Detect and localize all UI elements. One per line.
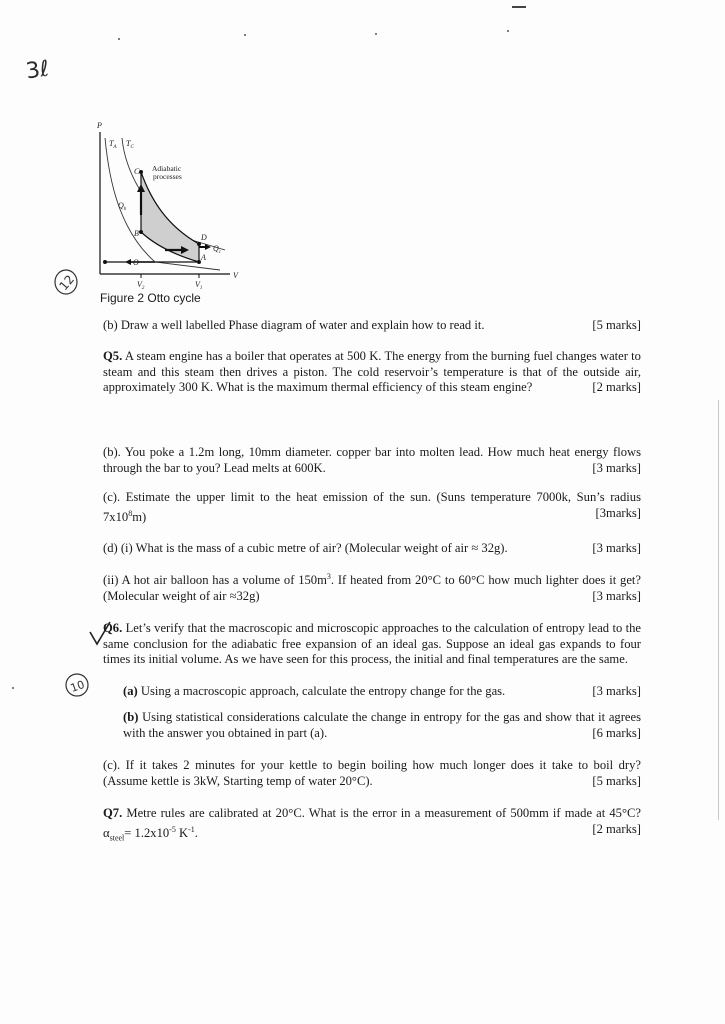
question-text: Using statistical considerations calculate the change in entropy for the gas and show that it agrees with the answer you obtained in part (a). (123, 710, 641, 740)
figure-caption: Figure 2 Otto cycle (100, 291, 201, 305)
question-5c: (c). Estimate the upper limit to the heat emission of the sun. (Suns temperature 7000k, Sun’s radius $7x10^8m$) [3marks] (103, 490, 641, 524)
question-6c (103, 758, 641, 789)
adiabatic-label-2: processes (153, 172, 182, 181)
question-text: (b). You poke a 1.2m long, 10mm diameter. copper bar into molten lead. How much heat energy flows through the bar to you? Lead melts at 600K. (103, 445, 641, 475)
question-text: (d) (i) What is the mass of a cubic metre of air? (Molecular weight of air ≈ 32g). (103, 541, 508, 555)
marks: [3 marks] (592, 588, 641, 603)
marks: [2 marks] (592, 380, 641, 394)
scan-speck (375, 33, 377, 35)
question-7: Q7. Metre rules are calibrated at 20°C. What is the error in a measurement of 500mm if made at 45°C? $\alpha_{steel}= 1.2x10^{-5}$ $K^{-1}$. [2 marks] (103, 806, 641, 843)
isotherm-label-tc: $T_C$ (126, 139, 134, 150)
label-b: B (134, 229, 139, 238)
point-o (103, 260, 107, 264)
question-text: Metre rules are calibrated at 20°C. What is the error in a measurement of 500mm if made at 45°C? α (103, 806, 641, 840)
marks: [5 marks] (592, 773, 641, 788)
isotherm-label-ta: $T_A$ (109, 139, 117, 150)
question-5d-ii: (ii) A hot air balloon has a volume of $150m^3$. If heated from 20°C to 60°C how much lighter does it get? (Molecular weight of air ≈32g) [3 marks] (103, 572, 642, 603)
axis-label-p: P (97, 121, 102, 130)
question-text: (c). Estimate the upper limit to the heat emission of the sun. (Suns temperature 7000k, Sun’s radius 7x10 (103, 490, 641, 524)
adiabatic-label-1: Adiabatic (152, 164, 182, 173)
question-text: (c). If it takes 2 minutes for your kettle to begin boiling how much longer does it take to boil dry? (Assume kettle is 3kW, Starting temp of water 20°C). (103, 758, 641, 788)
marks: [3 marks] (592, 460, 641, 475)
scan-speck (118, 38, 120, 40)
scan-speck (244, 34, 246, 36)
question-text: Using a macroscopic approach, calculate the entropy change for the gas. (140, 684, 506, 698)
tick-label-v1: $V_1$ (195, 280, 203, 291)
label-d: D (201, 233, 207, 242)
question-text: Let’s verify that the macroscopic and microscopic approaches to the calculation of entropy lead to the same conclusion for the adiabatic free expansion of an ideal gas. Suppose an ideal gas expands to four times its initial volume. As we have seen for this process, the initial and final temperatures are the same. (103, 621, 641, 666)
scan-speck (12, 687, 14, 689)
question-label: Q5. (103, 349, 123, 363)
q6-score: 10 (68, 677, 87, 695)
point-d (197, 242, 201, 246)
scan-speck (507, 30, 509, 32)
question-6a (123, 684, 641, 700)
arrow-head (125, 259, 131, 265)
cycle-area (141, 172, 199, 262)
point-b (139, 230, 143, 234)
question-5b (103, 445, 641, 476)
marks: [3marks] (595, 505, 641, 520)
question-6 (103, 621, 641, 668)
question-label: (b) (123, 710, 139, 724)
marks: [2 marks] (592, 821, 641, 836)
scan-edge (718, 400, 719, 820)
question-5d-i (103, 541, 641, 557)
marks: [3 marks] (592, 684, 641, 698)
label-qh: $Q_h$ (118, 201, 127, 212)
marks: [6 marks] (592, 725, 641, 740)
label-o: O (133, 258, 139, 267)
question-4b (103, 318, 641, 334)
question-text: (ii) A hot air balloon has a volume of 150m (103, 573, 327, 588)
question-text: A steam engine has a boiler that operates at 500 K. The energy from the burning fuel changes water to steam and this steam then drives a piston. The cold reservoir’s temperature is that of the outside air, approximately 300 K. What is the maximum thermal efficiency of this steam engine? (103, 349, 641, 394)
question-label: Q6. (103, 621, 123, 635)
handwritten-circle-q6 (63, 671, 91, 699)
q4-score: 12 (56, 272, 78, 293)
otto-cycle-diagram (95, 120, 255, 292)
question-label: Q7. (103, 806, 123, 820)
question-label: (a) (123, 684, 138, 698)
handwritten-note: 3ℓ (24, 56, 51, 85)
question-6b (123, 710, 641, 741)
question-5 (103, 349, 641, 396)
axis-label-v: V (233, 271, 238, 280)
scan-mark (512, 6, 526, 8)
label-qc: $Q_c$ (213, 244, 222, 255)
handwritten-circle-q4 (52, 267, 80, 297)
point-c (139, 170, 143, 174)
tick-label-v2: $V_2$ (137, 280, 145, 291)
marks: [3 marks] (592, 541, 641, 555)
label-c: C (134, 167, 140, 176)
question-text: (b) Draw a well labelled Phase diagram of water and explain how to read it. (103, 318, 485, 332)
marks: [5 marks] (592, 318, 641, 332)
label-a: A (201, 253, 206, 262)
